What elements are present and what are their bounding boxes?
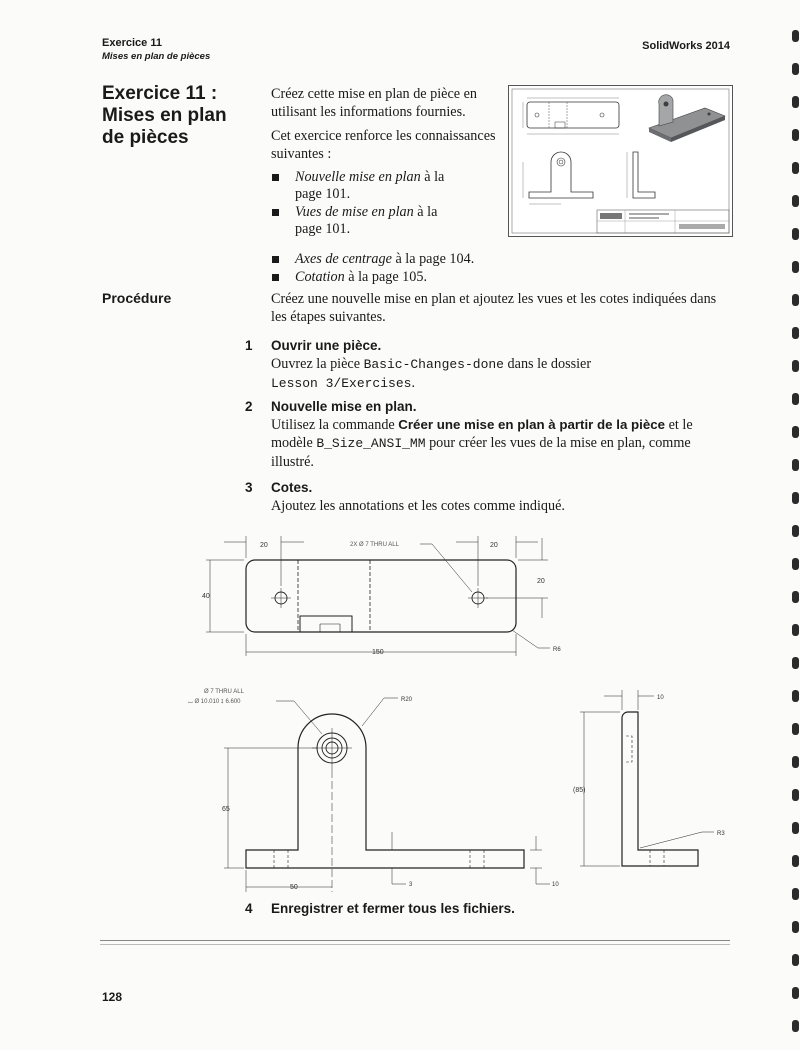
drawing-thumbnail: [508, 85, 733, 237]
binding-holes-graphic: [786, 0, 800, 1050]
dim-r6: R6: [553, 647, 561, 653]
step-number: 3: [245, 480, 253, 495]
binding-hole: [792, 723, 799, 735]
binding-hole: [792, 459, 799, 471]
technical-drawing: [180, 520, 740, 900]
binding-hole: [792, 96, 799, 108]
step-number: 1: [245, 338, 253, 353]
binding-hole: [792, 393, 799, 405]
binding-hole: [792, 30, 799, 42]
binding-hole: [792, 294, 799, 306]
list-item: Vues de mise en plan à la page 101.: [271, 204, 506, 238]
step-body: Utilisez la commande Créer une mise en plan à partir de la pièce et le modèle B_Size_ANSI_MM pour créer les vues de la mise en plan, comme illustré.: [271, 417, 693, 470]
list-item: Nouvelle mise en plan à la page 101.: [271, 169, 506, 203]
list-item: Axes de centrage à la page 104.: [271, 251, 571, 268]
binding-hole: [792, 855, 799, 867]
binding-hole: [792, 888, 799, 900]
binding-hole: [792, 129, 799, 141]
side-view: [573, 690, 725, 866]
binding-hole: [792, 1020, 799, 1032]
dim-65: 65: [222, 806, 230, 813]
binding-hole: [792, 195, 799, 207]
intro-paragraph-2: Cet exercice renforce les connaissances suivantes :: [271, 128, 496, 162]
binding-hole: [792, 789, 799, 801]
binding-hole: [792, 987, 799, 999]
bullet-square-icon: [272, 256, 279, 263]
front-view: [188, 689, 559, 892]
binding-hole: [792, 228, 799, 240]
header-exercise: Exercice 11: [102, 37, 162, 49]
step-title: Enregistrer et fermer tous les fichiers.: [271, 901, 515, 916]
dim-3: 3: [409, 882, 413, 888]
binding-hole: [792, 327, 799, 339]
binding-hole: [792, 756, 799, 768]
skills-list-continued: [271, 249, 571, 287]
intro-paragraph-1: Créez cette mise en plan de pièce en utilisant les informations fournies.: [271, 86, 478, 120]
binding-hole: [792, 921, 799, 933]
step-title: Nouvelle mise en plan.: [271, 399, 417, 414]
binding-hole: [792, 954, 799, 966]
procedure-heading: Procédure: [102, 290, 172, 306]
dim-150: 150: [372, 649, 384, 656]
header-product: SolidWorks 2014: [642, 40, 730, 52]
dim-r3: R3: [717, 831, 725, 837]
intro-block: [271, 85, 506, 239]
hole-callout-note-1: Ø 7 THRU ALL: [204, 689, 244, 695]
step-body: Ajoutez les annotations et les cotes comme indiqué.: [271, 498, 565, 514]
binding-hole: [792, 558, 799, 570]
dim-10-front: 10: [552, 882, 559, 888]
step-number: 4: [245, 901, 253, 916]
top-view: [202, 536, 561, 656]
page-number: 128: [102, 990, 123, 1004]
bullet-square-icon: [272, 174, 279, 181]
dim-50: 50: [290, 884, 298, 891]
binding-hole: [792, 690, 799, 702]
binding-hole: [792, 525, 799, 537]
header-subtitle: Mises en plan de pièces: [102, 51, 211, 62]
binding-hole: [792, 822, 799, 834]
dim-85-reference: (85): [573, 787, 586, 794]
dim-10-side: 10: [657, 695, 664, 701]
binding-hole: [792, 492, 799, 504]
dim-20-vertical: 20: [537, 578, 545, 585]
bullet-square-icon: [272, 209, 279, 216]
binding-hole: [792, 63, 799, 75]
step-title: Cotes.: [271, 480, 313, 495]
binding-hole: [792, 261, 799, 273]
binding-hole: [792, 360, 799, 372]
hole-callout-top: 2X Ø 7 THRU ALL: [350, 542, 399, 548]
step-number: 2: [245, 399, 253, 414]
dim-r20: R20: [401, 697, 413, 703]
binding-hole: [792, 657, 799, 669]
footer-rule: [100, 940, 730, 945]
dim-40: 40: [202, 593, 210, 600]
binding-hole: [792, 624, 799, 636]
binding-hole: [792, 426, 799, 438]
step-body: Ouvrez la pièce Basic-Changes-done dans le dossier Lesson 3/Exercises.: [271, 356, 592, 391]
binding-hole: [792, 162, 799, 174]
drawing-thumbnail-graphic: [509, 86, 732, 236]
bullet-square-icon: [272, 274, 279, 281]
section-title: Exercice 11 : Mises en plan de pièces: [102, 83, 227, 148]
hole-callout-note-2: ⌴ Ø 10.010 ↧ 6.600: [188, 699, 241, 705]
list-item: Cotation à la page 105.: [271, 269, 571, 286]
running-header: [102, 37, 210, 63]
procedure-text: Créez une nouvelle mise en plan et ajoutez les vues et les cotes indiquées dans les étapes suivantes.: [271, 291, 717, 325]
step-title: Ouvrir une pièce.: [271, 338, 382, 353]
dim-20-left: 20: [260, 542, 268, 549]
skills-list: [271, 169, 506, 238]
dim-20-right: 20: [490, 542, 498, 549]
binding-hole: [792, 591, 799, 603]
